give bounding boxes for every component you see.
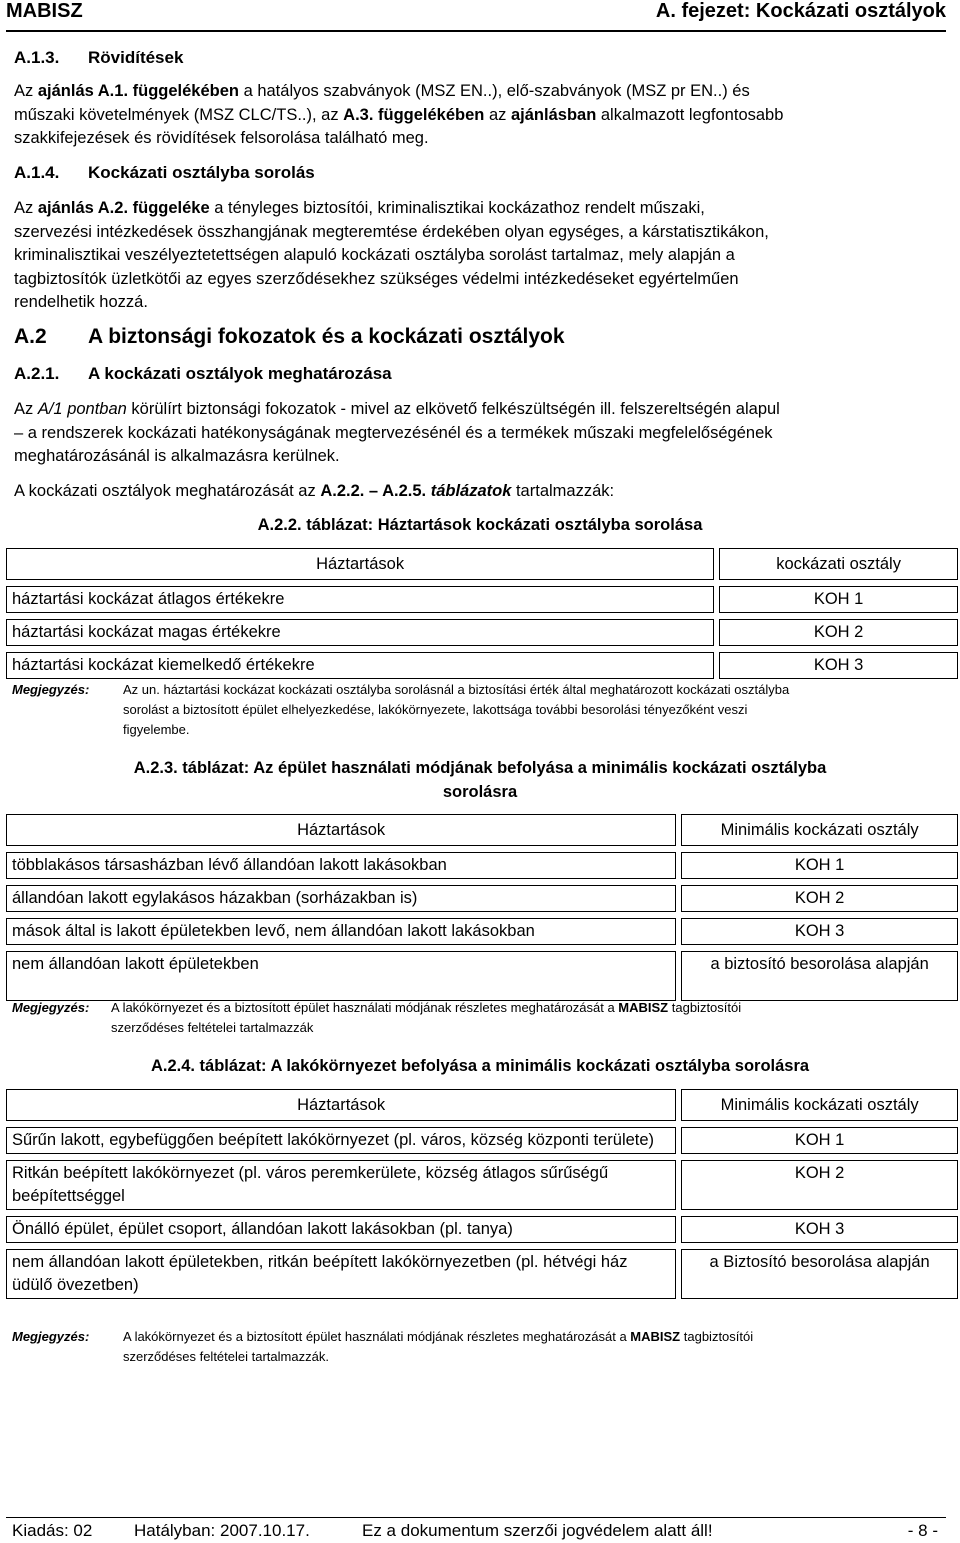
table-row	[7, 1128, 958, 1154]
text: sorolást a biztosított épület elhelyezkedése, lakókörnyezete, lakottsága további besorolási tényezőként veszi	[123, 702, 748, 717]
text: szakkifejezések és rövidítések felsorolása található meg.	[14, 129, 429, 148]
text: szerződéses feltételei tartalmazzák	[111, 1020, 314, 1035]
text: Az	[14, 400, 38, 418]
footer-page-number: - 8 -	[907, 1521, 938, 1540]
table-row	[7, 620, 958, 646]
text: az	[484, 105, 511, 124]
table-cell: KOH 1	[682, 853, 958, 879]
text-bold: ajánlás A.1. függelékében	[37, 82, 239, 100]
table2-caption	[40, 756, 920, 804]
text-bold: ajánlásban	[510, 105, 597, 124]
table-cell: háztartási kockázat átlagos értékekre	[7, 587, 714, 613]
text-italic: A/1 pontban	[37, 400, 127, 418]
text: Az un. háztartási kockázat kockázati osztályba sorolásnál a biztosítási érték által meghatározott kockázati osztályba	[123, 682, 790, 697]
row-spacer	[7, 879, 958, 886]
footer-issue: Kiadás: 02	[12, 1521, 93, 1540]
paragraph-risk-classification	[14, 197, 944, 315]
note-label: Megjegyzés:	[12, 1000, 90, 1015]
text: műszaki követelmények (MSZ CLC/TS..), az	[14, 105, 344, 124]
header-rule	[6, 30, 946, 32]
table-cell: többlakásos társasházban lévő állandóan lakott lakásokban	[7, 853, 676, 879]
text: kriminalisztikai veszélyeztetettségen alapuló kockázati osztályba sorolást tartalmaz, mely alapján a	[14, 246, 735, 265]
text-bold: A.2.2. – A.2.5.	[320, 482, 427, 500]
table-header-cell: Háztartások	[7, 815, 676, 846]
text-bold: MABISZ	[630, 1329, 681, 1344]
text: Az	[14, 199, 38, 217]
table-cell: nem állandóan lakott épületekben	[7, 952, 676, 1001]
table-row	[7, 1161, 958, 1210]
row-spacer	[7, 846, 958, 853]
table-cell: KOH 3	[720, 653, 958, 679]
section-title: Kockázati osztályba sorolás	[88, 163, 315, 182]
section-a13-heading	[14, 48, 183, 68]
text: A lakókörnyezet és a biztosított épület használati módjának részletes meghatározását a	[111, 1000, 619, 1015]
header-org: MABISZ	[6, 0, 83, 22]
paragraph-tables-intro	[14, 480, 944, 504]
text: – a rendszerek kockázati hatékonyságának megtervezésénél és a termékek műszaki megfelelőségének	[14, 423, 773, 442]
note-text	[123, 680, 953, 740]
row-spacer	[7, 912, 958, 919]
table-cell: KOH 1	[720, 587, 958, 613]
row-spacer	[7, 646, 958, 653]
text: A lakókörnyezet és a biztosított épület használati módjának részletes meghatározását a	[123, 1329, 631, 1344]
note-text	[123, 1327, 953, 1367]
section-title: Rövidítések	[88, 48, 184, 67]
table-cell: KOH 3	[682, 1217, 958, 1243]
text: sorolásra	[442, 783, 518, 801]
page-header	[6, 0, 946, 28]
row-spacer	[7, 613, 958, 620]
table-cell: KOH 2	[682, 1161, 958, 1210]
section-a2-heading	[14, 325, 565, 349]
footer-copyright: Ez a dokumentum szerzői jogvédelem alatt áll!	[362, 1521, 713, 1540]
table-cell: KOH 1	[682, 1128, 958, 1154]
table-header-row	[7, 815, 958, 846]
note-text	[111, 998, 951, 1038]
table-row	[7, 853, 958, 879]
table-header-row	[7, 549, 958, 580]
table-cell: a Biztosító besorolása alapján	[682, 1250, 958, 1299]
text-bold-italic: táblázatok	[430, 482, 512, 500]
text-bold: ajánlás A.2. függeléke	[37, 199, 210, 217]
section-a14-heading	[14, 163, 315, 183]
text: körülírt biztonsági fokozatok - mivel az elkövető felkészültségén ill. felszereltségén alapul	[126, 400, 780, 418]
section-title: A biztonsági fokozatok és a kockázati osztályok	[88, 325, 565, 348]
table-row	[7, 653, 958, 679]
text: szervezési intézkedések összhangjának megteremtése érdekében olyan egységes, a kárstatisztikákon,	[14, 222, 769, 241]
table-header-cell: Háztartások	[7, 549, 714, 580]
table-cell: nem állandóan lakott épületekben, ritkán beépített lakókörnyezetben (pl. hétvégi ház üdülő övezetben)	[7, 1250, 676, 1299]
table-header-cell: Minimális kockázati osztály	[682, 1090, 958, 1121]
table-row	[7, 1217, 958, 1243]
table1-caption: A.2.2. táblázat: Háztartások kockázati osztályba sorolása	[257, 516, 703, 534]
text: a hatályos szabványok (MSZ EN..), elő-szabványok (MSZ pr EN..) és	[238, 82, 750, 100]
text: Az	[14, 82, 38, 100]
section-number: A.1.4.	[14, 163, 60, 182]
table-cell: mások által is lakott épületekben levő, nem állandóan lakott lakásokban	[7, 919, 676, 945]
row-spacer	[7, 1154, 958, 1161]
section-number: A.2.1.	[14, 364, 60, 383]
table-header-cell: Háztartások	[7, 1090, 676, 1121]
table-cell: a biztosító besorolása alapján	[682, 952, 958, 1001]
table3-note	[12, 1327, 942, 1367]
row-spacer	[7, 945, 958, 952]
table-cell: Ritkán beépített lakókörnyezet (pl. város peremkerülete, község átlagos sűrűségű beépítettséggel	[7, 1161, 676, 1210]
text: A kockázati osztályok meghatározását az	[14, 482, 321, 500]
table-row	[7, 587, 958, 613]
section-number: A.1.3.	[14, 48, 60, 67]
paragraph-security-grades	[14, 398, 944, 469]
header-chapter: A. fejezet: Kockázati osztályok	[655, 0, 946, 22]
text: szerződéses feltételei tartalmazzák.	[123, 1349, 329, 1364]
table-header-row	[7, 1090, 958, 1121]
table-cell: Sűrűn lakott, egybefüggően beépített lakókörnyezet (pl. város, község központi területe)	[7, 1128, 676, 1154]
table-cell: háztartási kockázat kiemelkedő értékekre	[7, 653, 714, 679]
table-row	[7, 1250, 958, 1299]
note-label: Megjegyzés:	[12, 682, 90, 697]
table1-household-risk	[6, 548, 958, 679]
text: tagbiztosítói	[680, 1329, 754, 1344]
text: a tényleges biztosítói, kriminalisztikai kockázathoz rendelt műszaki,	[209, 199, 705, 217]
table-row	[7, 886, 958, 912]
table1-note	[12, 680, 942, 742]
footer-effective-date: Hatályban: 2007.10.17.	[134, 1521, 310, 1540]
table3-caption: A.2.4. táblázat: A lakókörnyezet befolyása a minimális kockázati osztályba sorolásra	[150, 1057, 810, 1075]
table-cell: KOH 2	[720, 620, 958, 646]
table3-surroundings	[6, 1089, 958, 1299]
row-spacer	[7, 1243, 958, 1250]
table-header-cell: kockázati osztály	[720, 549, 958, 580]
table-cell: KOH 2	[682, 886, 958, 912]
table-cell: Önálló épület, épület csoport, állandóan lakott lakásokban (pl. tanya)	[7, 1217, 676, 1243]
text-bold: MABISZ	[618, 1000, 669, 1015]
table-header-cell: Minimális kockázati osztály	[682, 815, 958, 846]
text: meghatározásánál is alkalmazásra kerülnek.	[14, 447, 340, 466]
text: rendelhetik hozzá.	[14, 293, 148, 312]
row-spacer	[7, 1210, 958, 1217]
text: tartalmazzák:	[511, 482, 615, 500]
table-row	[7, 952, 958, 1001]
table2-building-use	[6, 814, 958, 1001]
text: figyelembe.	[123, 722, 190, 737]
paragraph-abbreviations	[14, 80, 944, 151]
section-a21-heading	[14, 364, 392, 384]
section-number: A.2	[14, 325, 47, 348]
footer-rule	[6, 1517, 946, 1518]
table-cell: háztartási kockázat magas értékekre	[7, 620, 714, 646]
text-bold: A.3. függelékében	[343, 105, 485, 124]
text: alkalmazott legfontosabb	[596, 105, 784, 124]
table-row	[7, 919, 958, 945]
table2-note	[12, 998, 942, 1038]
row-spacer	[7, 580, 958, 587]
text: tagbiztosítók üzletkötői az egyes szerződésekhez szükséges védelmi intézkedéseket egyértelműen	[14, 269, 739, 288]
row-spacer	[7, 1121, 958, 1128]
table-cell: állandóan lakott egylakásos házakban (sorházakban is)	[7, 886, 676, 912]
table-cell: KOH 3	[682, 919, 958, 945]
section-title: A kockázati osztályok meghatározása	[88, 364, 392, 383]
text: A.2.3. táblázat: Az épület használati módjának befolyása a minimális kockázati osztályba	[133, 759, 827, 777]
note-label: Megjegyzés:	[12, 1329, 90, 1344]
text: tagbiztosítói	[668, 1000, 742, 1015]
